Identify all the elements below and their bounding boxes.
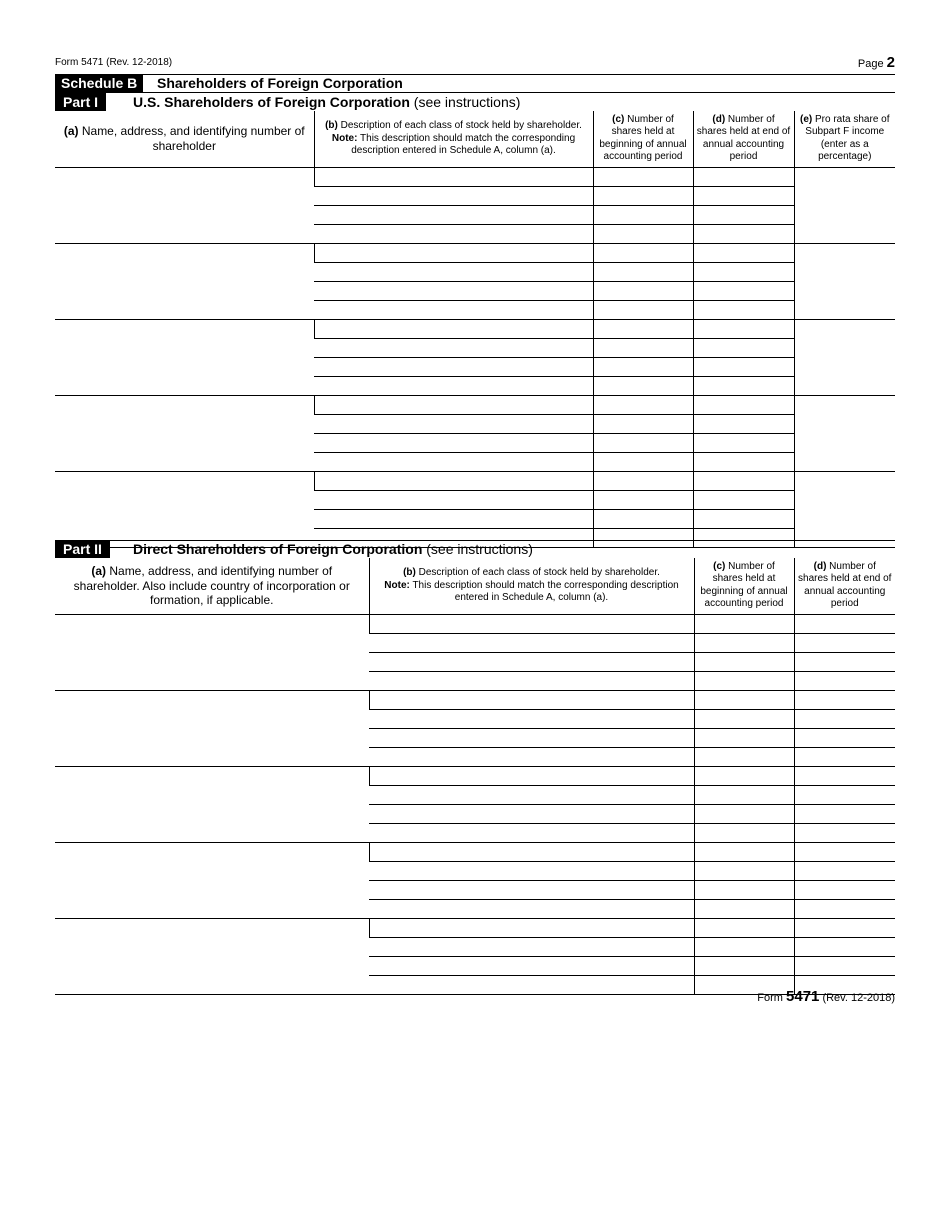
p2-stock-description-field[interactable]	[369, 937, 694, 956]
p1-shares-end-field[interactable]	[693, 509, 794, 528]
p2-row	[55, 614, 895, 633]
p1-shares-beginning-field[interactable]	[593, 528, 693, 547]
p2-stock-description-field[interactable]	[369, 614, 694, 633]
p1-stock-description-field[interactable]	[314, 414, 593, 433]
schedule-title: Shareholders of Foreign Corporation	[157, 75, 403, 91]
p2-shares-end-field[interactable]	[794, 804, 895, 823]
p1-pro-rata-share-field[interactable]	[794, 319, 895, 395]
p2-row	[55, 842, 895, 861]
p2-shares-beginning-field[interactable]	[694, 766, 794, 785]
p1-col-c-header: (c) Number of shares held at beginning of annual accounting period	[593, 111, 693, 167]
p1-shares-end-field[interactable]	[693, 243, 794, 262]
p2-shares-end-field[interactable]	[794, 652, 895, 671]
p1-shares-end-field[interactable]	[693, 167, 794, 186]
p2-shares-beginning-field[interactable]	[694, 671, 794, 690]
footer-rev: (Rev. 12-2018)	[819, 992, 895, 1004]
p1-stock-description-field[interactable]	[314, 262, 593, 281]
p1-col-b-header: (b) Description of each class of stock held by shareholder. Note: This description should match the corresponding description entered in Schedule A, column (a).	[314, 111, 593, 167]
p2-shares-beginning-field[interactable]	[694, 861, 794, 880]
p2-stock-description-field[interactable]	[369, 785, 694, 804]
p2-shares-end-field[interactable]	[794, 671, 895, 690]
part1-table	[55, 111, 895, 548]
p2-shareholder-name-field[interactable]	[55, 614, 369, 690]
p1-shareholder-name-field[interactable]	[55, 167, 314, 243]
p1-row	[55, 395, 895, 414]
p2-shareholder-name-field[interactable]	[55, 690, 369, 766]
p1-shares-beginning-field[interactable]	[593, 167, 693, 186]
p1-shares-end-field[interactable]	[693, 319, 794, 338]
p2-shares-beginning-field[interactable]	[694, 956, 794, 975]
p2-shares-end-field[interactable]	[794, 937, 895, 956]
p1-stock-description-field[interactable]	[314, 471, 593, 490]
footer-form-number: 5471	[786, 988, 820, 1005]
p1-shares-end-field[interactable]	[693, 471, 794, 490]
p2-shareholder-name-field[interactable]	[55, 766, 369, 842]
p1-shareholder-name-field[interactable]	[55, 243, 314, 319]
p2-shares-end-field[interactable]	[794, 728, 895, 747]
part2-title	[133, 540, 533, 558]
part2-title-suffix: (see instructions)	[422, 541, 533, 557]
p1-stock-description-field[interactable]	[314, 319, 593, 338]
p1-stock-description-field[interactable]	[314, 205, 593, 224]
p2-shares-beginning-field[interactable]	[694, 652, 794, 671]
p1-shares-end-field[interactable]	[693, 224, 794, 243]
p1-shares-beginning-field[interactable]	[593, 376, 693, 395]
p2-shares-beginning-field[interactable]	[694, 728, 794, 747]
p2-shares-beginning-field[interactable]	[694, 747, 794, 766]
part2-title-text: Direct Shareholders of Foreign Corporation	[133, 541, 423, 557]
p1-shares-beginning-field[interactable]	[593, 338, 693, 357]
p2-shares-beginning-field[interactable]	[694, 785, 794, 804]
p1-shares-beginning-field[interactable]	[593, 205, 693, 224]
p2-stock-description-field[interactable]	[369, 861, 694, 880]
p1-shares-beginning-field[interactable]	[593, 471, 693, 490]
p1-shares-end-field[interactable]	[693, 452, 794, 471]
p1-shares-end-field[interactable]	[693, 205, 794, 224]
p1-stock-description-field[interactable]	[314, 300, 593, 319]
p2-shares-end-field[interactable]	[794, 690, 895, 709]
p2-shares-beginning-field[interactable]	[694, 918, 794, 937]
p2-stock-description-field[interactable]	[369, 766, 694, 785]
p1-stock-description-field[interactable]	[314, 509, 593, 528]
p2-shares-end-field[interactable]	[794, 861, 895, 880]
p2-stock-description-field[interactable]	[369, 690, 694, 709]
p2-shares-end-field[interactable]	[794, 709, 895, 728]
p2-stock-description-field[interactable]	[369, 804, 694, 823]
p1-pro-rata-share-field[interactable]	[794, 471, 895, 547]
p1-shares-end-field[interactable]	[693, 414, 794, 433]
p1-stock-description-field[interactable]	[314, 433, 593, 452]
p1-shares-end-field[interactable]	[693, 300, 794, 319]
p2-row	[55, 690, 895, 709]
p1-shares-end-field[interactable]	[693, 433, 794, 452]
p2-shares-end-field[interactable]	[794, 614, 895, 633]
p2-shares-end-field[interactable]	[794, 880, 895, 899]
p1-col-d-header: (d) Number of shares held at end of annual accounting period	[693, 111, 794, 167]
p2-stock-description-field[interactable]	[369, 633, 694, 652]
part2-table	[55, 558, 895, 995]
p1-row	[55, 319, 895, 338]
page-indicator	[858, 54, 895, 71]
p2-stock-description-field[interactable]	[369, 652, 694, 671]
p1-stock-description-field[interactable]	[314, 224, 593, 243]
p2-shares-beginning-field[interactable]	[694, 823, 794, 842]
p1-col-e-header: (e) Pro rata share of Subpart F income (enter as a percentage)	[794, 111, 895, 167]
p2-shares-end-field[interactable]	[794, 633, 895, 652]
p2-shares-beginning-field[interactable]	[694, 804, 794, 823]
p2-stock-description-field[interactable]	[369, 899, 694, 918]
part1-title	[133, 93, 520, 111]
p2-shares-beginning-field[interactable]	[694, 614, 794, 633]
p1-shares-end-field[interactable]	[693, 357, 794, 376]
p2-shares-beginning-field[interactable]	[694, 880, 794, 899]
p2-col-d-header: (d) Number of shares held at end of annual accounting period	[794, 558, 895, 614]
p1-shares-beginning-field[interactable]	[593, 509, 693, 528]
part1-title-suffix: (see instructions)	[409, 94, 521, 110]
p2-row	[55, 918, 895, 937]
p2-stock-description-field[interactable]	[369, 842, 694, 861]
footer-form-label: Form	[757, 992, 783, 1004]
p2-shareholder-name-field[interactable]	[55, 842, 369, 918]
p1-stock-description-field[interactable]	[314, 167, 593, 186]
p2-shares-end-field[interactable]	[794, 785, 895, 804]
schedule-tag: Schedule B	[55, 74, 143, 92]
p1-stock-description-field[interactable]	[314, 281, 593, 300]
p2-shares-beginning-field[interactable]	[694, 842, 794, 861]
p2-stock-description-field[interactable]	[369, 823, 694, 842]
p2-shares-end-field[interactable]	[794, 842, 895, 861]
p1-shares-beginning-field[interactable]	[593, 357, 693, 376]
p1-row	[55, 243, 895, 262]
p1-shareholder-name-field[interactable]	[55, 319, 314, 395]
p1-shares-beginning-field[interactable]	[593, 395, 693, 414]
part1-tag: Part I	[55, 93, 106, 111]
p1-shares-end-field[interactable]	[693, 376, 794, 395]
p1-pro-rata-share-field[interactable]	[794, 243, 895, 319]
p1-pro-rata-share-field[interactable]	[794, 167, 895, 243]
p2-shares-end-field[interactable]	[794, 823, 895, 842]
p2-shares-beginning-field[interactable]	[694, 937, 794, 956]
p1-shareholder-name-field[interactable]	[55, 395, 314, 471]
p1-shares-end-field[interactable]	[693, 528, 794, 547]
p1-shares-beginning-field[interactable]	[593, 243, 693, 262]
p1-stock-description-field[interactable]	[314, 243, 593, 262]
p1-shareholder-name-field[interactable]	[55, 471, 314, 547]
p1-shares-beginning-field[interactable]	[593, 414, 693, 433]
p2-shares-beginning-field[interactable]	[694, 690, 794, 709]
p2-stock-description-field[interactable]	[369, 918, 694, 937]
p2-shares-beginning-field[interactable]	[694, 899, 794, 918]
p2-stock-description-field[interactable]	[369, 956, 694, 975]
p2-col-b-header: (b) Description of each class of stock held by shareholder. Note: This description should match the corresponding description entered in Schedule A, column (a).	[369, 558, 694, 614]
p1-shares-end-field[interactable]	[693, 490, 794, 509]
p1-shares-beginning-field[interactable]	[593, 490, 693, 509]
p1-stock-description-field[interactable]	[314, 452, 593, 471]
p1-col-a-header: (a) Name, address, and identifying number of shareholder	[55, 111, 314, 167]
p2-stock-description-field[interactable]	[369, 728, 694, 747]
p1-stock-description-field[interactable]	[314, 357, 593, 376]
p1-shares-beginning-field[interactable]	[593, 300, 693, 319]
part1-title-text: U.S. Shareholders of Foreign Corporation	[133, 94, 410, 110]
p2-shares-end-field[interactable]	[794, 918, 895, 937]
p2-stock-description-field[interactable]	[369, 747, 694, 766]
p2-col-c-header: (c) Number of shares held at beginning of annual accounting period	[694, 558, 794, 614]
p1-stock-description-field[interactable]	[314, 376, 593, 395]
part2-tag: Part II	[55, 540, 110, 558]
p1-stock-description-field[interactable]	[314, 186, 593, 205]
p2-shares-beginning-field[interactable]	[694, 633, 794, 652]
p1-shares-end-field[interactable]	[693, 395, 794, 414]
p2-shares-end-field[interactable]	[794, 766, 895, 785]
p1-stock-description-field[interactable]	[314, 395, 593, 414]
part2-top-rule	[55, 540, 895, 541]
p1-shares-end-field[interactable]	[693, 338, 794, 357]
p1-row	[55, 167, 895, 186]
p2-shares-beginning-field[interactable]	[694, 709, 794, 728]
p1-shares-end-field[interactable]	[693, 186, 794, 205]
p1-shares-beginning-field[interactable]	[593, 319, 693, 338]
p1-shares-beginning-field[interactable]	[593, 452, 693, 471]
page-label: Page	[857, 58, 884, 70]
p2-shareholder-name-field[interactable]	[55, 918, 369, 994]
p1-stock-description-field[interactable]	[314, 338, 593, 357]
page-number: 2	[886, 54, 895, 71]
p2-stock-description-field[interactable]	[369, 709, 694, 728]
p1-row	[55, 471, 895, 490]
p1-stock-description-field[interactable]	[314, 490, 593, 509]
p2-shares-end-field[interactable]	[794, 956, 895, 975]
p2-stock-description-field[interactable]	[369, 880, 694, 899]
p1-shares-beginning-field[interactable]	[593, 433, 693, 452]
form-revision: Form 5471 (Rev. 12-2018)	[55, 57, 173, 68]
p2-row	[55, 766, 895, 785]
p1-shares-beginning-field[interactable]	[593, 224, 693, 243]
p2-shares-end-field[interactable]	[794, 747, 895, 766]
form-footer	[757, 988, 895, 1005]
p2-shares-end-field[interactable]	[794, 899, 895, 918]
p2-col-a-header: (a) Name, address, and identifying number of shareholder. Also include country of incorporation or formation, if applicable.	[55, 558, 369, 614]
p2-stock-description-field[interactable]	[369, 975, 694, 994]
p1-shares-beginning-field[interactable]	[593, 262, 693, 281]
p1-shares-beginning-field[interactable]	[593, 186, 693, 205]
p1-shares-end-field[interactable]	[693, 262, 794, 281]
p1-shares-end-field[interactable]	[693, 281, 794, 300]
p1-pro-rata-share-field[interactable]	[794, 395, 895, 471]
p2-stock-description-field[interactable]	[369, 671, 694, 690]
p1-shares-beginning-field[interactable]	[593, 281, 693, 300]
